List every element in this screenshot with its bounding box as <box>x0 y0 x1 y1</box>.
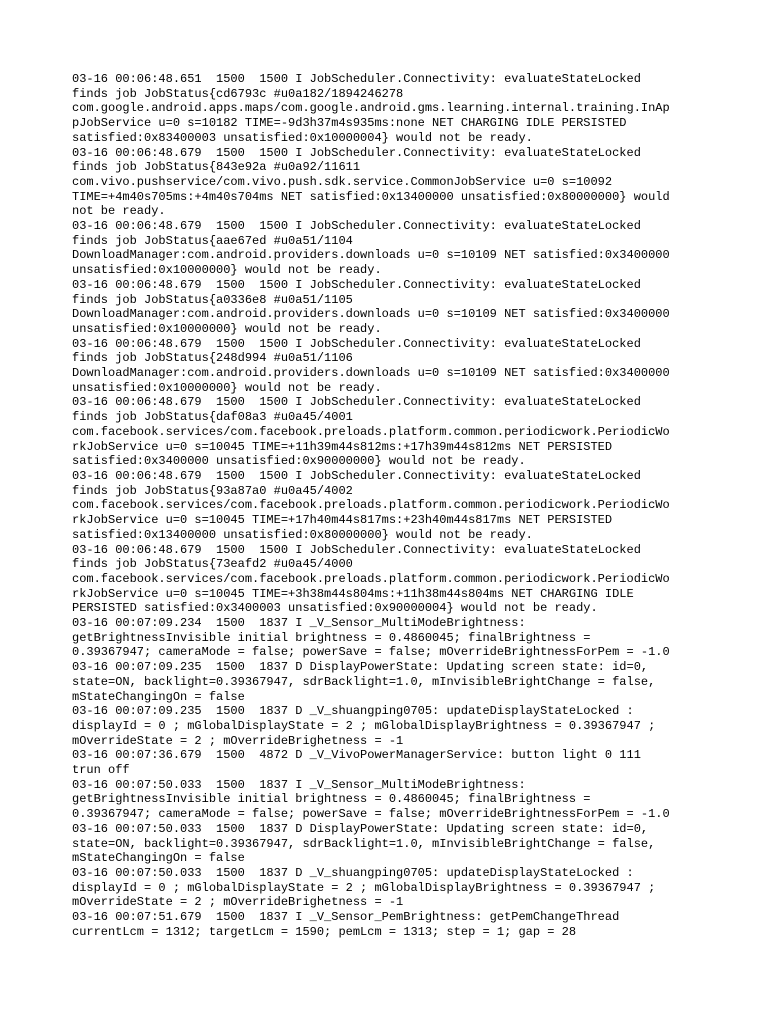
log-line: mStateChangingOn = false <box>72 851 245 866</box>
log-line: rkJobService u=0 s=10045 TIME=+3h38m44s804ms:+11h38m44s804ms NET CHARGING IDLE <box>72 586 634 601</box>
log-line: TIME=+4m40s705ms:+4m40s704ms NET satisfied:0x13400000 unsatisfied:0x80000000} would <box>72 189 670 204</box>
log-line: com.facebook.services/com.facebook.preloads.platform.common.periodicwork.PeriodicWo <box>72 498 670 513</box>
log-line: unsatisfied:0x10000000} would not be ready. <box>72 321 382 336</box>
log-line: rkJobService u=0 s=10045 TIME=+17h40m44s817ms:+23h40m44s817ms NET PERSISTED <box>72 513 613 528</box>
log-line: displayId = 0 ; mGlobalDisplayState = 2 ; mGlobalDisplayBrightness = 0.39367947 ; <box>72 880 656 895</box>
log-line: 0.39367947; cameraMode = false; powerSave = false; mOverrideBrightnessForPem = -1.0 <box>72 645 670 660</box>
log-line: rkJobService u=0 s=10045 TIME=+11h39m44s812ms:+17h39m44s812ms NET PERSISTED <box>72 439 613 454</box>
log-line: 03-16 00:06:48.679 1500 1500 I JobScheduler.Connectivity: evaluateStateLocked <box>72 145 641 160</box>
log-line: 03-16 00:07:36.679 1500 4872 D _V_VivoPowerManagerService: button light 0 111 <box>72 748 641 763</box>
log-line: unsatisfied:0x10000000} would not be ready. <box>72 263 382 278</box>
log-line: 03-16 00:07:09.235 1500 1837 D _V_shuangping0705: updateDisplayStateLocked : <box>72 704 634 719</box>
log-line: 03-16 00:07:50.033 1500 1837 I _V_Sensor_MultiModeBrightness: <box>72 777 526 792</box>
log-line: satisfied:0x83400003 unsatisfied:0x10000004} would not be ready. <box>72 130 533 145</box>
log-line: 03-16 00:07:50.033 1500 1837 D _V_shuangping0705: updateDisplayStateLocked : <box>72 865 634 880</box>
log-line: finds job JobStatus{843e92a #u0a92/11611 <box>72 160 361 175</box>
log-line: unsatisfied:0x10000000} would not be ready. <box>72 380 382 395</box>
log-line: 03-16 00:06:48.679 1500 1500 I JobScheduler.Connectivity: evaluateStateLocked <box>72 219 641 234</box>
log-line: displayId = 0 ; mGlobalDisplayState = 2 ; mGlobalDisplayBrightness = 0.39367947 ; <box>72 718 656 733</box>
log-line: 03-16 00:06:48.651 1500 1500 I JobScheduler.Connectivity: evaluateStateLocked <box>72 72 641 86</box>
log-line: state=ON, backlight=0.39367947, sdrBacklight=1.0, mInvisibleBrightChange = false, <box>72 674 656 689</box>
log-line: DownloadManager:com.android.providers.downloads u=0 s=10109 NET satisfied:0x3400000 <box>72 248 670 263</box>
log-line: satisfied:0x13400000 unsatisfied:0x80000000} would not be ready. <box>72 527 533 542</box>
log-line: finds job JobStatus{daf08a3 #u0a45/4001 <box>72 410 353 425</box>
log-line: not be ready. <box>72 204 166 219</box>
log-line: DownloadManager:com.android.providers.downloads u=0 s=10109 NET satisfied:0x3400000 <box>72 366 670 381</box>
log-line: finds job JobStatus{93a87a0 #u0a45/4002 <box>72 483 353 498</box>
log-line: getBrightnessInvisible initial brightness = 0.4860045; finalBrightness = <box>72 630 591 645</box>
log-line: mOverrideState = 2 ; mOverrideBrighetness = -1 <box>72 733 404 748</box>
log-line: state=ON, backlight=0.39367947, sdrBacklight=1.0, mInvisibleBrightChange = false, <box>72 836 656 851</box>
log-line: mStateChangingOn = false <box>72 689 245 704</box>
log-line: 03-16 00:06:48.679 1500 1500 I JobScheduler.Connectivity: evaluateStateLocked <box>72 336 641 351</box>
log-line: PERSISTED satisfied:0x3400003 unsatisfied:0x90000004} would not be ready. <box>72 601 598 616</box>
log-line: finds job JobStatus{73eafd2 #u0a45/4000 <box>72 557 353 572</box>
log-line: pJobService u=0 s=10182 TIME=-9d3h37m4s935ms:none NET CHARGING IDLE PERSISTED <box>72 116 627 131</box>
log-line: 03-16 00:07:51.679 1500 1837 I _V_Sensor_PemBrightness: getPemChangeThread <box>72 910 620 925</box>
log-line: getBrightnessInvisible initial brightness = 0.4860045; finalBrightness = <box>72 792 591 807</box>
log-line: com.facebook.services/com.facebook.preloads.platform.common.periodicwork.PeriodicWo <box>72 424 670 439</box>
log-line: finds job JobStatus{248d994 #u0a51/1106 <box>72 351 353 366</box>
log-line: com.facebook.services/com.facebook.preloads.platform.common.periodicwork.PeriodicWo <box>72 571 670 586</box>
log-line: satisfied:0x3400000 unsatisfied:0x90000000} would not be ready. <box>72 454 526 469</box>
log-line: 0.39367947; cameraMode = false; powerSave = false; mOverrideBrightnessForPem = -1.0 <box>72 807 670 822</box>
log-line: 03-16 00:06:48.679 1500 1500 I JobScheduler.Connectivity: evaluateStateLocked <box>72 542 641 557</box>
log-line: finds job JobStatus{aae67ed #u0a51/1104 <box>72 233 353 248</box>
log-line: 03-16 00:07:09.234 1500 1837 I _V_Sensor_MultiModeBrightness: <box>72 616 526 631</box>
log-line: mOverrideState = 2 ; mOverrideBrighetness = -1 <box>72 895 404 910</box>
log-line: 03-16 00:06:48.679 1500 1500 I JobScheduler.Connectivity: evaluateStateLocked <box>72 395 641 410</box>
log-line: 03-16 00:07:50.033 1500 1837 D DisplayPowerState: Updating screen state: id=0, <box>72 821 649 836</box>
log-line: com.vivo.pushservice/com.vivo.push.sdk.service.CommonJobService u=0 s=10092 <box>72 174 613 189</box>
log-line: trun off <box>72 763 130 778</box>
log-line: com.google.android.apps.maps/com.google.android.gms.learning.internal.training.InAp <box>72 101 670 116</box>
log-line: 03-16 00:06:48.679 1500 1500 I JobScheduler.Connectivity: evaluateStateLocked <box>72 277 641 292</box>
log-line: DownloadManager:com.android.providers.downloads u=0 s=10109 NET satisfied:0x3400000 <box>72 307 670 322</box>
log-line: finds job JobStatus{cd6793c #u0a182/1894246278 <box>72 86 404 101</box>
log-page <box>72 72 712 939</box>
log-line: 03-16 00:06:48.679 1500 1500 I JobScheduler.Connectivity: evaluateStateLocked <box>72 468 641 483</box>
log-line: finds job JobStatus{a0336e8 #u0a51/1105 <box>72 292 353 307</box>
log-line: currentLcm = 1312; targetLcm = 1590; pemLcm = 1313; step = 1; gap = 28 <box>72 924 577 939</box>
log-line: 03-16 00:07:09.235 1500 1837 D DisplayPowerState: Updating screen state: id=0, <box>72 660 649 675</box>
